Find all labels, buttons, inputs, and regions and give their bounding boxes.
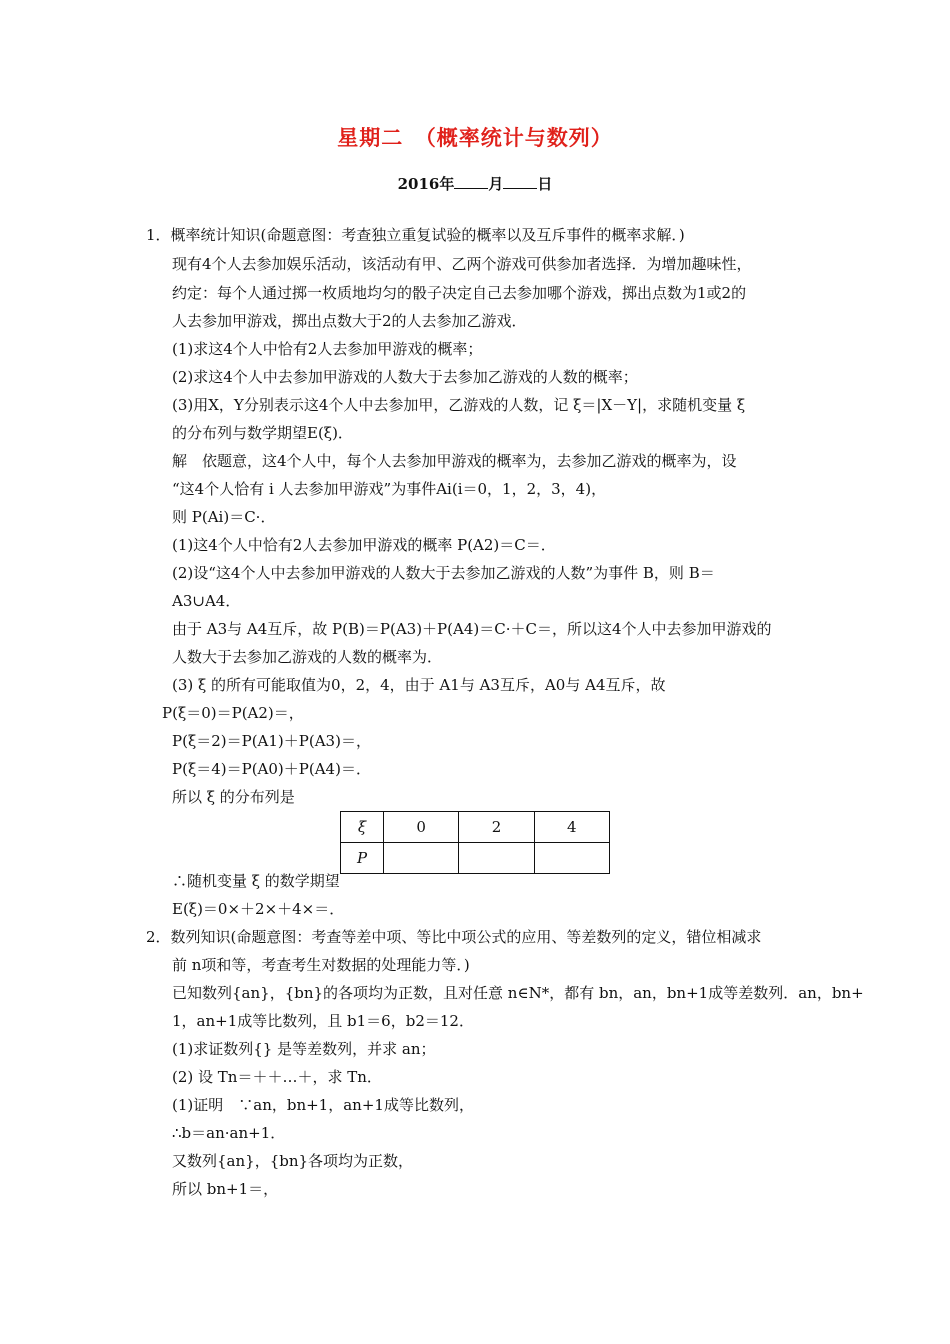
solution-text: 解 依题意，这4个人中，每个人去参加甲游戏的概率为，去参加乙游戏的概率为，设 — [172, 452, 737, 470]
problem-2-heading: 前 n项和等，考查考生对数据的处理能力等．) — [172, 956, 470, 974]
day-blank — [503, 175, 537, 189]
problem-2-text: 1，an+1成等比数列，且 b1＝6，b2＝12． — [172, 1012, 474, 1030]
table-cell: P — [341, 843, 384, 874]
table-cell: 0 — [384, 812, 459, 843]
table-cell — [534, 843, 609, 874]
proof-text: ∴b＝an·an+1． — [172, 1124, 286, 1142]
problem-1-text: 人去参加甲游戏，掷出点数大于2的人去参加乙游戏． — [172, 312, 527, 330]
proof-text: (1)证明 ∵an，bn+1，an+1成等比数列， — [172, 1096, 474, 1114]
solution-part-1: (1)这4个人中恰有2人去参加甲游戏的概率 P(A2)＝C＝． — [172, 536, 556, 554]
question-3: (3)用X，Y分别表示这4个人中去参加甲，乙游戏的人数，记 ξ＝|X－Y|，求随机变量 ξ — [172, 396, 746, 414]
question-3: 的分布列与数学期望E(ξ)． — [172, 424, 353, 442]
month-blank — [454, 175, 488, 189]
proof-text: 又数列{an}，{bn}各项均为正数， — [172, 1152, 414, 1170]
solution-part-2: (2)设“这4个人中去参加甲游戏的人数大于去参加乙游戏的人数”为事件 B，则 B＝ — [172, 564, 715, 582]
expectation-text: ∴随机变量 ξ 的数学期望 — [172, 872, 340, 890]
table-cell — [384, 843, 459, 874]
page-title: 星期二 （概率统计与数列） — [337, 125, 613, 150]
problem-2-heading: 2．数列知识(命题意图：考查等差中项、等比中项公式的应用、等差数列的定义，错位相减求 — [146, 928, 762, 946]
problem-1-text: 约定：每个人通过掷一枚质地均匀的骰子决定自己去参加哪个游戏，掷出点数为1或2的 — [172, 284, 747, 302]
distribution-intro: 所以 ξ 的分布列是 — [172, 788, 295, 806]
problem-2-text: 已知数列{an}，{bn}的各项均为正数，且对任意 n∈N*，都有 bn，an，bn+1成等差数列．an，bn+ — [172, 984, 864, 1002]
probability-line: P(ξ＝4)＝P(A0)＋P(A4)＝． — [172, 760, 371, 778]
table-row — [341, 843, 610, 874]
table-cell: 4 — [534, 812, 609, 843]
table-cell: ξ — [341, 812, 384, 843]
question-2: (2) 设 Tn＝＋＋…＋，求 Tn． — [172, 1068, 382, 1086]
question-1: (1)求证数列{} 是等差数列，并求 an； — [172, 1040, 436, 1058]
solution-part-2: 人数大于去参加乙游戏的人数的概率为． — [172, 648, 443, 666]
date-day: 日 — [537, 175, 553, 193]
problem-1-text: 现有4个人去参加娱乐活动，该活动有甲、乙两个游戏可供参加者选择．为增加趣味性， — [172, 255, 752, 273]
table-cell: 2 — [459, 812, 534, 843]
distribution-table — [340, 811, 610, 874]
solution-part-3: (3) ξ 的所有可能取值为0，2，4，由于 A1与 A3互斥，A0与 A4互斥，故 — [172, 676, 666, 694]
proof-text: 所以 bn+1＝， — [172, 1180, 279, 1198]
solution-text: “这4个人恰有 i 人去参加甲游戏”为事件Ai(i＝0，1，2，3，4)， — [172, 480, 607, 498]
probability-line: P(ξ＝2)＝P(A1)＋P(A3)＝， — [172, 732, 371, 750]
table-row — [341, 812, 610, 843]
question-2: (2)求这4个人中去参加甲游戏的人数大于去参加乙游戏的人数的概率； — [172, 368, 638, 386]
solution-part-2: 由于 A3与 A4互斥，故 P(B)＝P(A3)＋P(A4)＝C·＋C＝，所以这4个人中去参加甲游戏的 — [172, 620, 772, 638]
probability-line: P(ξ＝0)＝P(A2)＝， — [162, 704, 304, 722]
question-1: (1)求这4个人中恰有2人去参加甲游戏的概率； — [172, 340, 483, 358]
table-cell — [459, 843, 534, 874]
solution-part-2: A3∪A4． — [172, 592, 241, 610]
date-year: 2016年 — [397, 175, 455, 193]
problem-1-heading: 1．概率统计知识(命题意图：考查独立重复试验的概率以及互斥事件的概率求解．) — [146, 226, 685, 244]
solution-text: 则 P(Ai)＝C·． — [172, 508, 276, 526]
expectation-formula: E(ξ)＝0×＋2×＋4×＝． — [172, 900, 345, 918]
date-month: 月 — [488, 175, 504, 193]
date-line — [0, 173, 950, 194]
